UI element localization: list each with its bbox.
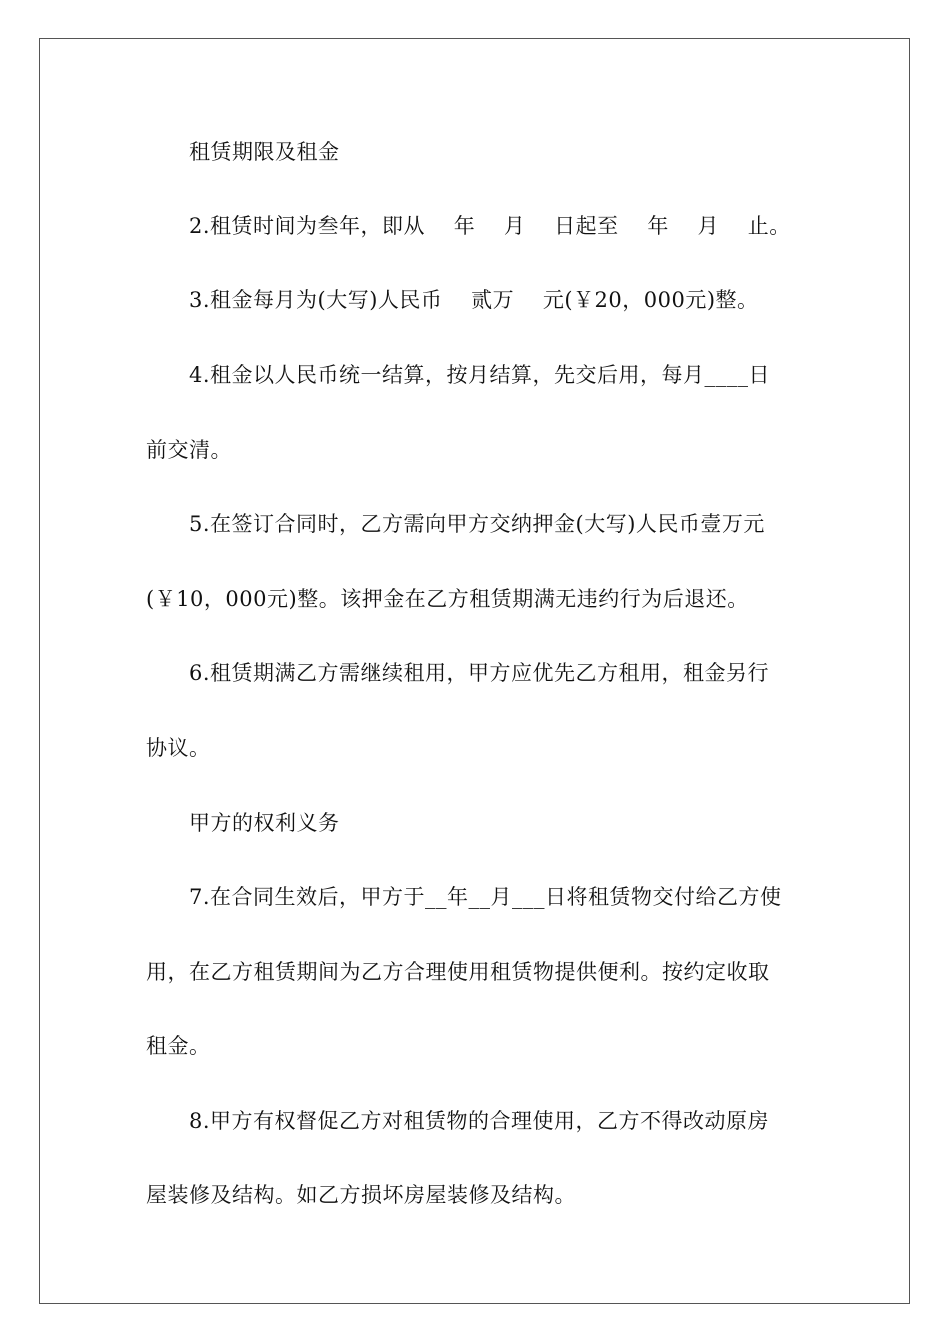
clause-2: 2.租赁时间为叁年，即从 年 月 日起至 年 月 止。 bbox=[189, 214, 791, 238]
clause-5-line-1: 5.在签订合同时，乙方需向甲方交纳押金(大写)人民币壹万元 bbox=[189, 512, 765, 536]
clause-8-line-2: 屋装修及结构。如乙方损坏房屋装修及结构。 bbox=[146, 1183, 576, 1207]
section-heading-lease-term: 租赁期限及租金 bbox=[189, 140, 340, 164]
clause-7-line-2: 用，在乙方租赁期间为乙方合理使用租赁物提供便利。按约定收取 bbox=[146, 960, 770, 984]
clause-7-line-3: 租金。 bbox=[146, 1034, 211, 1058]
clause-5-line-2: (￥10，000元)整。该押金在乙方租赁期满无违约行为后退还。 bbox=[146, 587, 749, 611]
clause-6-line-1: 6.租赁期满乙方需继续租用，甲方应优先乙方租用，租金另行 bbox=[189, 661, 770, 685]
clause-8-line-1: 8.甲方有权督促乙方对租赁物的合理使用，乙方不得改动原房 bbox=[189, 1109, 770, 1133]
section-heading-party-a-rights: 甲方的权利义务 bbox=[189, 811, 340, 835]
clause-7-line-1: 7.在合同生效后，甲方于__年__月___日将租赁物交付给乙方使 bbox=[189, 885, 782, 909]
clause-4-line-2: 前交清。 bbox=[146, 438, 232, 462]
clause-6-line-2: 协议。 bbox=[146, 736, 211, 760]
clause-3: 3.租金每月为(大写)人民币 贰万 元(￥20，000元)整。 bbox=[189, 288, 759, 312]
clause-4-line-1: 4.租金以人民币统一结算，按月结算，先交后用，每月____日 bbox=[189, 363, 771, 387]
